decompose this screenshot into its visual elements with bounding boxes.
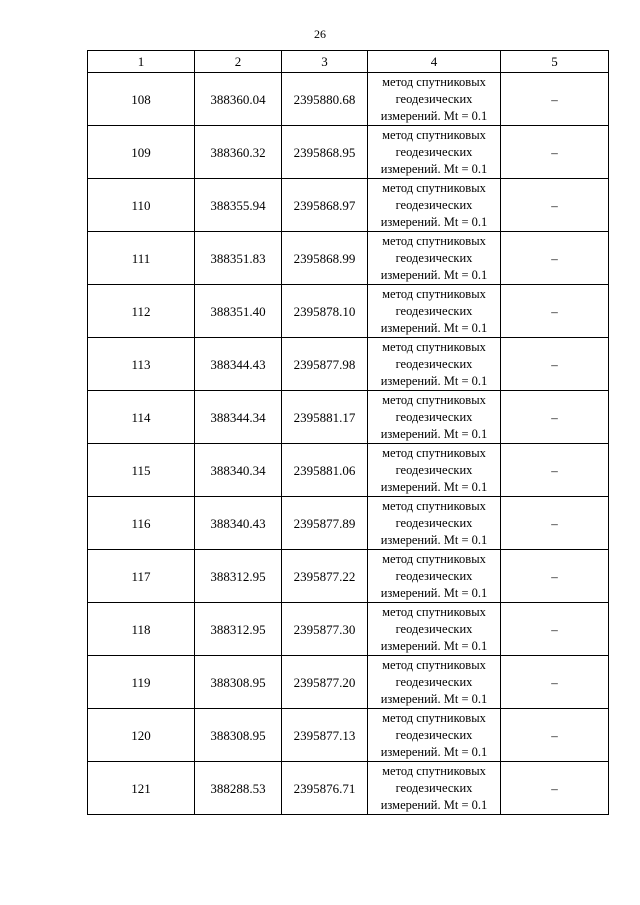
method-cell xyxy=(368,709,501,762)
x-coordinate-cell: 388308.95 xyxy=(195,709,282,762)
note-cell: – xyxy=(501,497,609,550)
header-cell-4: 4 xyxy=(368,51,501,73)
note-cell: – xyxy=(501,179,609,232)
x-coordinate-cell: 388312.95 xyxy=(195,603,282,656)
point-number-cell: 111 xyxy=(88,232,195,285)
table-row xyxy=(88,338,609,391)
table-row xyxy=(88,656,609,709)
x-coordinate-cell: 388355.94 xyxy=(195,179,282,232)
point-number-cell: 115 xyxy=(88,444,195,497)
note-cell: – xyxy=(501,73,609,126)
point-number-cell: 116 xyxy=(88,497,195,550)
point-number-cell: 112 xyxy=(88,285,195,338)
method-line: измерений. Mt = 0.1 xyxy=(380,744,488,759)
method-line: измерений. Mt = 0.1 xyxy=(380,479,488,494)
table-row xyxy=(88,391,609,444)
method-line: геодезических xyxy=(395,727,473,742)
method-line: геодезических xyxy=(395,303,473,318)
point-number-cell: 110 xyxy=(88,179,195,232)
method-cell xyxy=(368,285,501,338)
method-line: метод спутниковых xyxy=(382,498,486,513)
note-cell: – xyxy=(501,285,609,338)
method-line: метод спутниковых xyxy=(382,339,486,354)
method-cell xyxy=(368,656,501,709)
method-line: метод спутниковых xyxy=(382,445,486,460)
method-line: метод спутниковых xyxy=(382,710,486,725)
point-number-cell: 108 xyxy=(88,73,195,126)
y-coordinate-cell: 2395877.13 xyxy=(282,709,368,762)
method-line: измерений. Mt = 0.1 xyxy=(380,161,488,176)
method-line: измерений. Mt = 0.1 xyxy=(380,638,488,653)
method-line: метод спутниковых xyxy=(382,392,486,407)
method-line: метод спутниковых xyxy=(382,763,486,778)
note-cell: – xyxy=(501,709,609,762)
note-cell: – xyxy=(501,444,609,497)
note-cell: – xyxy=(501,126,609,179)
method-line: метод спутниковых xyxy=(382,604,486,619)
y-coordinate-cell: 2395877.20 xyxy=(282,656,368,709)
table-row xyxy=(88,444,609,497)
coordinates-table xyxy=(87,50,609,815)
method-line: метод спутниковых xyxy=(382,180,486,195)
x-coordinate-cell: 388344.34 xyxy=(195,391,282,444)
method-cell xyxy=(368,497,501,550)
method-line: метод спутниковых xyxy=(382,551,486,566)
x-coordinate-cell: 388288.53 xyxy=(195,762,282,815)
method-line: измерений. Mt = 0.1 xyxy=(380,797,488,812)
point-number-cell: 120 xyxy=(88,709,195,762)
table-row xyxy=(88,126,609,179)
table-row xyxy=(88,550,609,603)
table-row xyxy=(88,603,609,656)
method-line: геодезических xyxy=(395,91,473,106)
method-cell xyxy=(368,232,501,285)
table-header-row xyxy=(88,51,609,73)
x-coordinate-cell: 388344.43 xyxy=(195,338,282,391)
method-line: геодезических xyxy=(395,674,473,689)
note-cell: – xyxy=(501,391,609,444)
method-line: геодезических xyxy=(395,462,473,477)
method-cell xyxy=(368,762,501,815)
method-line: геодезических xyxy=(395,250,473,265)
method-line: измерений. Mt = 0.1 xyxy=(380,267,488,282)
method-line: измерений. Mt = 0.1 xyxy=(380,585,488,600)
method-line: измерений. Mt = 0.1 xyxy=(380,214,488,229)
y-coordinate-cell: 2395868.97 xyxy=(282,179,368,232)
method-line: геодезических xyxy=(395,515,473,530)
table-row xyxy=(88,232,609,285)
method-cell xyxy=(368,391,501,444)
y-coordinate-cell: 2395868.99 xyxy=(282,232,368,285)
point-number-cell: 113 xyxy=(88,338,195,391)
method-line: измерений. Mt = 0.1 xyxy=(380,691,488,706)
table-row xyxy=(88,285,609,338)
point-number-cell: 119 xyxy=(88,656,195,709)
x-coordinate-cell: 388312.95 xyxy=(195,550,282,603)
method-line: геодезических xyxy=(395,780,473,795)
y-coordinate-cell: 2395877.22 xyxy=(282,550,368,603)
note-cell: – xyxy=(501,338,609,391)
point-number-cell: 109 xyxy=(88,126,195,179)
point-number-cell: 121 xyxy=(88,762,195,815)
point-number-cell: 114 xyxy=(88,391,195,444)
header-cell-1: 1 xyxy=(88,51,195,73)
method-cell xyxy=(368,603,501,656)
method-line: измерений. Mt = 0.1 xyxy=(380,532,488,547)
x-coordinate-cell: 388340.34 xyxy=(195,444,282,497)
method-line: метод спутниковых xyxy=(382,127,486,142)
method-line: геодезических xyxy=(395,621,473,636)
y-coordinate-cell: 2395877.30 xyxy=(282,603,368,656)
table-row xyxy=(88,497,609,550)
table-row xyxy=(88,709,609,762)
method-cell xyxy=(368,444,501,497)
method-line: измерений. Mt = 0.1 xyxy=(380,426,488,441)
method-cell xyxy=(368,126,501,179)
y-coordinate-cell: 2395880.68 xyxy=(282,73,368,126)
header-cell-3: 3 xyxy=(282,51,368,73)
method-line: измерений. Mt = 0.1 xyxy=(380,373,488,388)
x-coordinate-cell: 388351.83 xyxy=(195,232,282,285)
point-number-cell: 118 xyxy=(88,603,195,656)
method-line: метод спутниковых xyxy=(382,74,486,89)
method-line: метод спутниковых xyxy=(382,286,486,301)
y-coordinate-cell: 2395878.10 xyxy=(282,285,368,338)
x-coordinate-cell: 388340.43 xyxy=(195,497,282,550)
note-cell: – xyxy=(501,232,609,285)
y-coordinate-cell: 2395877.89 xyxy=(282,497,368,550)
note-cell: – xyxy=(501,603,609,656)
note-cell: – xyxy=(501,656,609,709)
method-line: геодезических xyxy=(395,568,473,583)
method-line: измерений. Mt = 0.1 xyxy=(380,108,488,123)
method-line: геодезических xyxy=(395,144,473,159)
method-line: метод спутниковых xyxy=(382,657,486,672)
y-coordinate-cell: 2395881.06 xyxy=(282,444,368,497)
method-cell xyxy=(368,550,501,603)
table-row xyxy=(88,73,609,126)
x-coordinate-cell: 388308.95 xyxy=(195,656,282,709)
y-coordinate-cell: 2395877.98 xyxy=(282,338,368,391)
table-row xyxy=(88,179,609,232)
method-line: метод спутниковых xyxy=(382,233,486,248)
x-coordinate-cell: 388351.40 xyxy=(195,285,282,338)
x-coordinate-cell: 388360.04 xyxy=(195,73,282,126)
y-coordinate-cell: 2395876.71 xyxy=(282,762,368,815)
method-line: геодезических xyxy=(395,356,473,371)
table-row xyxy=(88,762,609,815)
header-cell-5: 5 xyxy=(501,51,609,73)
y-coordinate-cell: 2395868.95 xyxy=(282,126,368,179)
y-coordinate-cell: 2395881.17 xyxy=(282,391,368,444)
x-coordinate-cell: 388360.32 xyxy=(195,126,282,179)
method-cell xyxy=(368,73,501,126)
method-cell xyxy=(368,179,501,232)
header-cell-2: 2 xyxy=(195,51,282,73)
method-line: измерений. Mt = 0.1 xyxy=(380,320,488,335)
note-cell: – xyxy=(501,550,609,603)
note-cell: – xyxy=(501,762,609,815)
point-number-cell: 117 xyxy=(88,550,195,603)
method-line: геодезических xyxy=(395,197,473,212)
page-number: 26 xyxy=(314,27,326,41)
method-cell xyxy=(368,338,501,391)
method-line: геодезических xyxy=(395,409,473,424)
